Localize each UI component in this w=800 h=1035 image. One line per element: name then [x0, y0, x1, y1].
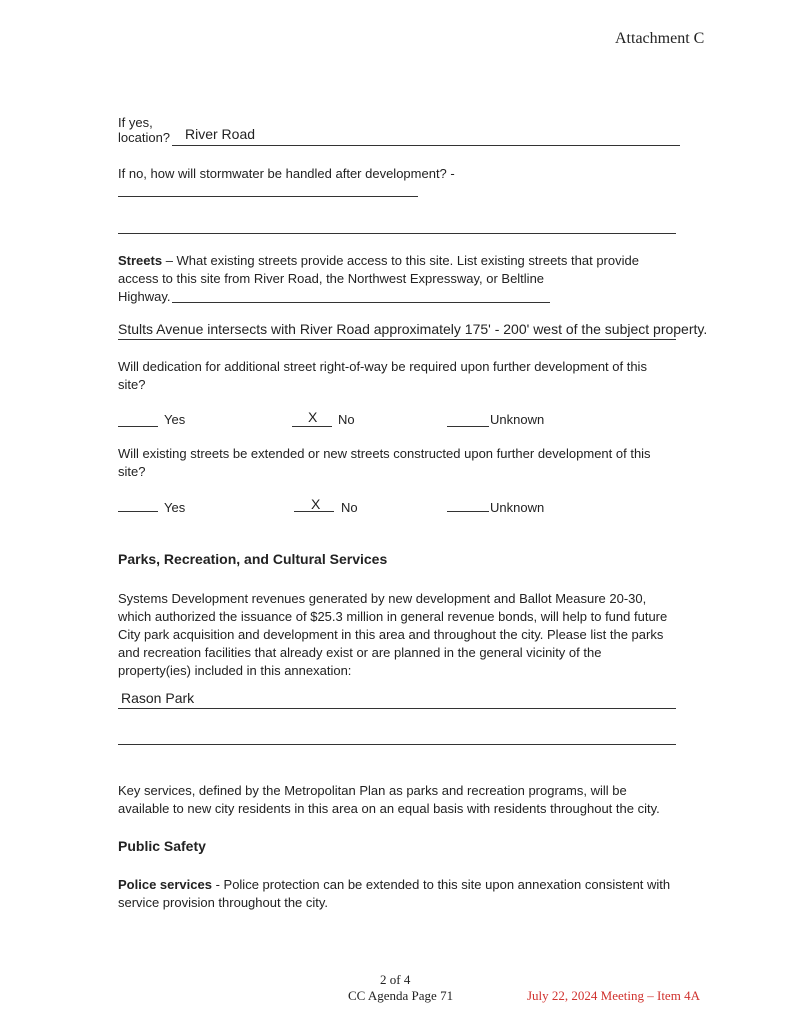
police-text-2: service provision throughout the city.: [118, 895, 329, 910]
key-services-text-1: Key services, defined by the Metropolitan Plan as parks and recreation programs, will be: [118, 783, 627, 798]
stormwater-question: If no, how will stormwater be handled after development? -: [118, 166, 455, 181]
dedication-unknown-label: Unknown: [490, 412, 545, 427]
extension-options: [100, 494, 600, 512]
dedication-no-blank[interactable]: [292, 426, 332, 427]
dedication-question-line-2: site?: [118, 377, 146, 392]
extension-question: [118, 445, 651, 481]
parks-answer[interactable]: Rason Park: [121, 690, 195, 706]
stormwater-answer-line-2[interactable]: [118, 233, 676, 234]
parks-answer-underline: [118, 708, 676, 709]
meeting-label: July 22, 2024 Meeting – Item 4A: [527, 988, 700, 1003]
parks-paragraph: [118, 590, 718, 680]
parks-text-1: Systems Development revenues generated by new development and Ballot Measure 20-30,: [118, 591, 647, 606]
parks-text-2: which authorized the issuance of $25.3 million in general revenue bonds, will help to fund future: [118, 609, 668, 624]
dedication-yes-blank[interactable]: [118, 426, 158, 427]
police-paragraph: [118, 876, 718, 912]
page-number: 2 of 4: [380, 972, 411, 987]
highway-underline: [172, 302, 550, 303]
police-text-1: - Police protection can be extended to this site upon annexation consistent with: [211, 877, 671, 892]
agenda-page: CC Agenda Page 71: [348, 988, 454, 1003]
extension-unknown-label: Unknown: [490, 500, 545, 512]
parks-text-3: City park acquisition and development in this area and throughout the city. Please list the parks: [118, 627, 664, 642]
dedication-no-mark: X: [308, 409, 318, 425]
if-yes-label: If yes,: [118, 115, 153, 130]
streets-text-3: Highway.: [118, 289, 171, 304]
parks-heading: Parks, Recreation, and Cultural Services: [118, 551, 388, 567]
key-services-text-2: available to new city residents in this area on an equal basis with residents throughout the city.: [118, 801, 660, 816]
parks-text-5: property(ies) included in this annexation:: [118, 663, 352, 678]
location-label: location?: [118, 130, 171, 145]
stormwater-answer-line-1[interactable]: [118, 196, 418, 197]
police-label: Police services: [118, 877, 212, 892]
streets-label: Streets: [118, 253, 163, 268]
extension-yes-label: Yes: [164, 500, 186, 512]
streets-text-2: access to this site from River Road, the Northwest Expressway, or Beltline: [118, 271, 545, 286]
dedication-question: [118, 358, 647, 394]
attachment-label: Attachment C: [615, 30, 705, 47]
dedication-question-line-1: Will dedication for additional street right-of-way be required upon further development of this: [118, 359, 647, 374]
streets-paragraph: [118, 252, 698, 306]
key-services-paragraph: [118, 782, 718, 818]
location-underline: [172, 145, 680, 146]
dedication-no-label: No: [338, 412, 355, 427]
streets-answer-underline: [118, 339, 676, 340]
parks-text-4: and recreation facilities that already exist or are planned in the general vicinity of the: [118, 645, 602, 660]
extension-yes-blank[interactable]: [118, 511, 158, 512]
streets-text-1: – What existing streets provide access to this site. List existing streets that provide: [162, 253, 639, 268]
location-field[interactable]: River Road: [185, 126, 256, 142]
extension-unknown-blank[interactable]: [447, 511, 489, 512]
extension-no-label: No: [341, 500, 358, 512]
dedication-unknown-blank[interactable]: [447, 426, 489, 427]
public-safety-heading: Public Safety: [118, 838, 206, 854]
streets-answer[interactable]: Stults Avenue intersects with River Road approximately 175' - 200' west of the subject property.: [118, 321, 708, 337]
parks-answer-line-2[interactable]: [118, 744, 676, 745]
extension-no-mark: X: [311, 496, 321, 512]
dedication-yes-label: Yes: [164, 412, 186, 427]
extension-question-line-1: Will existing streets be extended or new streets constructed upon further development of this: [118, 446, 651, 461]
extension-question-line-2: site?: [118, 464, 146, 479]
